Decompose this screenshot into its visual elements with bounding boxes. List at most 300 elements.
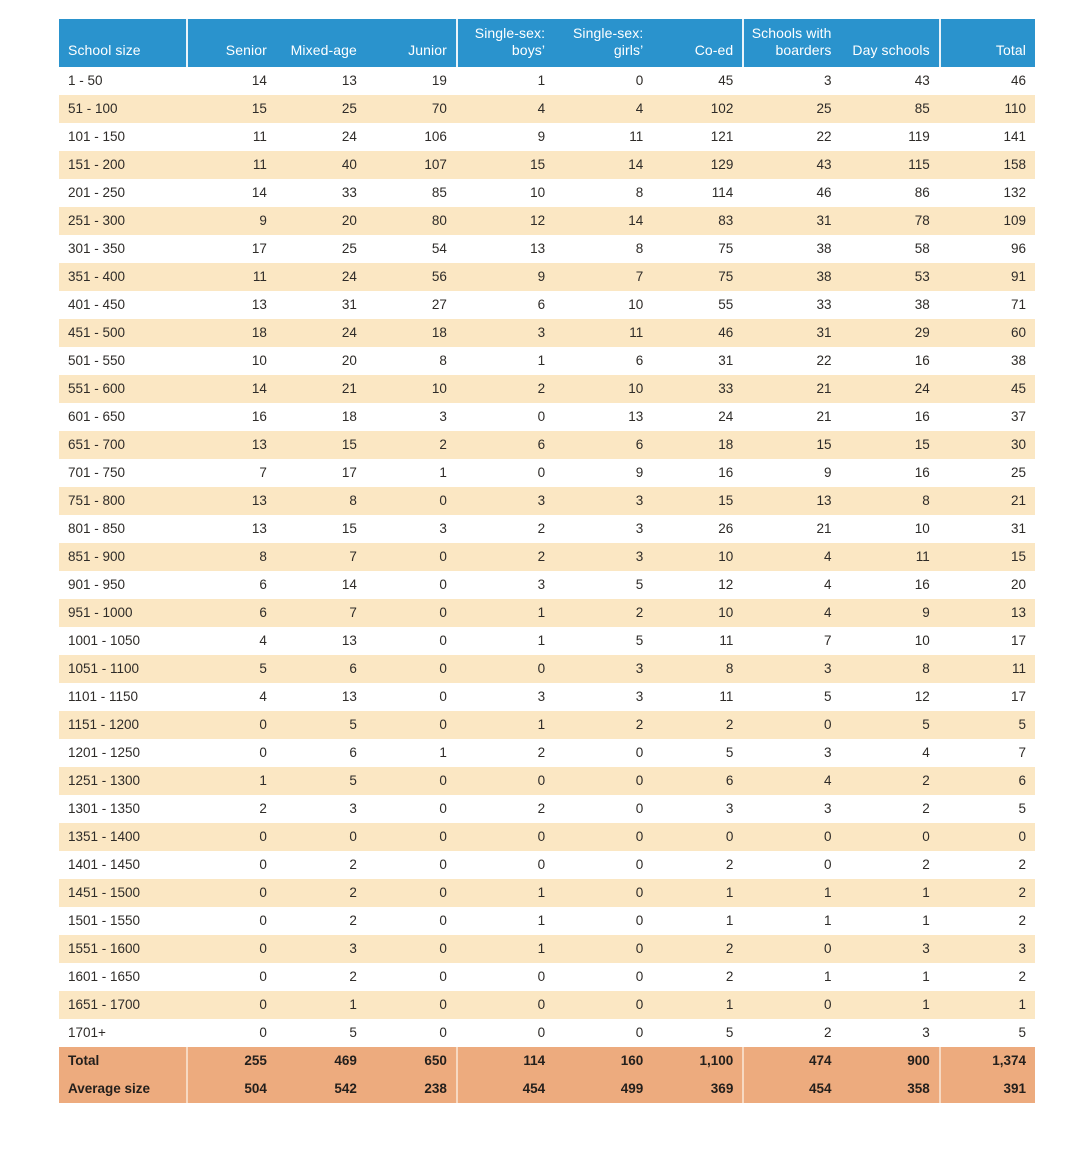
cell-total: 0 xyxy=(939,823,1035,851)
footer-cell-day: 358 xyxy=(841,1075,939,1103)
cell-girls: 0 xyxy=(554,767,652,795)
row-label-school-size: 1251 - 1300 xyxy=(59,767,186,795)
cell-coed: 75 xyxy=(652,235,742,263)
row-label-school-size: 1501 - 1550 xyxy=(59,907,186,935)
cell-total: 2 xyxy=(939,851,1035,879)
cell-boys: 2 xyxy=(456,375,554,403)
footer-cell-total: 391 xyxy=(939,1075,1035,1103)
cell-coed: 46 xyxy=(652,319,742,347)
row-label-school-size: 1001 - 1050 xyxy=(59,627,186,655)
cell-day: 16 xyxy=(841,347,939,375)
cell-senior: 16 xyxy=(186,403,276,431)
column-header-mixed[interactable]: Mixed-age xyxy=(276,19,366,67)
cell-boys: 12 xyxy=(456,207,554,235)
cell-senior: 0 xyxy=(186,851,276,879)
cell-girls: 2 xyxy=(554,599,652,627)
row-label-school-size: 251 - 300 xyxy=(59,207,186,235)
cell-coed: 18 xyxy=(652,431,742,459)
cell-boarders: 22 xyxy=(742,347,840,375)
cell-boarders: 3 xyxy=(742,67,840,95)
cell-senior: 15 xyxy=(186,95,276,123)
cell-girls: 7 xyxy=(554,263,652,291)
cell-day: 5 xyxy=(841,711,939,739)
cell-coed: 5 xyxy=(652,1019,742,1047)
cell-boarders: 1 xyxy=(742,907,840,935)
cell-coed: 33 xyxy=(652,375,742,403)
cell-day: 16 xyxy=(841,403,939,431)
cell-coed: 5 xyxy=(652,739,742,767)
cell-junior: 0 xyxy=(366,543,456,571)
cell-senior: 4 xyxy=(186,683,276,711)
cell-day: 119 xyxy=(841,123,939,151)
cell-mixed: 5 xyxy=(276,1019,366,1047)
column-header-day[interactable]: Day schools xyxy=(841,19,939,67)
cell-girls: 0 xyxy=(554,935,652,963)
cell-senior: 13 xyxy=(186,431,276,459)
cell-boys: 1 xyxy=(456,711,554,739)
cell-total: 60 xyxy=(939,319,1035,347)
cell-girls: 9 xyxy=(554,459,652,487)
table-row xyxy=(59,767,1035,795)
cell-coed: 2 xyxy=(652,963,742,991)
table-row xyxy=(59,263,1035,291)
row-label-school-size: 1351 - 1400 xyxy=(59,823,186,851)
cell-coed: 11 xyxy=(652,683,742,711)
cell-boarders: 3 xyxy=(742,655,840,683)
cell-mixed: 7 xyxy=(276,543,366,571)
table-row xyxy=(59,235,1035,263)
cell-senior: 11 xyxy=(186,263,276,291)
cell-total: 20 xyxy=(939,571,1035,599)
cell-boarders: 31 xyxy=(742,207,840,235)
cell-coed: 26 xyxy=(652,515,742,543)
cell-boarders: 43 xyxy=(742,151,840,179)
cell-coed: 1 xyxy=(652,991,742,1019)
cell-girls: 3 xyxy=(554,515,652,543)
cell-junior: 18 xyxy=(366,319,456,347)
cell-total: 13 xyxy=(939,599,1035,627)
table-row xyxy=(59,543,1035,571)
cell-boarders: 4 xyxy=(742,599,840,627)
cell-boys: 13 xyxy=(456,235,554,263)
cell-junior: 3 xyxy=(366,403,456,431)
cell-day: 2 xyxy=(841,851,939,879)
cell-junior: 0 xyxy=(366,599,456,627)
cell-total: 71 xyxy=(939,291,1035,319)
cell-total: 11 xyxy=(939,655,1035,683)
column-header-boys[interactable]: Single-sex: boys’ xyxy=(456,19,554,67)
cell-junior: 19 xyxy=(366,67,456,95)
cell-mixed: 13 xyxy=(276,683,366,711)
cell-coed: 55 xyxy=(652,291,742,319)
table-row xyxy=(59,459,1035,487)
cell-total: 91 xyxy=(939,263,1035,291)
table-header xyxy=(59,19,1035,67)
cell-mixed: 3 xyxy=(276,795,366,823)
cell-junior: 0 xyxy=(366,571,456,599)
cell-boys: 0 xyxy=(456,403,554,431)
cell-coed: 12 xyxy=(652,571,742,599)
cell-coed: 6 xyxy=(652,767,742,795)
cell-boarders: 21 xyxy=(742,403,840,431)
cell-senior: 13 xyxy=(186,487,276,515)
cell-mixed: 20 xyxy=(276,347,366,375)
cell-boys: 6 xyxy=(456,291,554,319)
cell-mixed: 17 xyxy=(276,459,366,487)
cell-girls: 8 xyxy=(554,179,652,207)
cell-boarders: 1 xyxy=(742,879,840,907)
cell-coed: 15 xyxy=(652,487,742,515)
header-row xyxy=(59,19,1035,67)
cell-boarders: 38 xyxy=(742,235,840,263)
column-header-junior[interactable]: Junior xyxy=(366,19,456,67)
cell-boarders: 13 xyxy=(742,487,840,515)
cell-junior: 27 xyxy=(366,291,456,319)
table-body xyxy=(59,67,1035,1047)
cell-boarders: 31 xyxy=(742,319,840,347)
row-label-school-size: 1551 - 1600 xyxy=(59,935,186,963)
cell-mixed: 20 xyxy=(276,207,366,235)
cell-girls: 10 xyxy=(554,375,652,403)
cell-senior: 0 xyxy=(186,935,276,963)
row-label-school-size: 551 - 600 xyxy=(59,375,186,403)
cell-boys: 6 xyxy=(456,431,554,459)
cell-girls: 6 xyxy=(554,431,652,459)
cell-boarders: 33 xyxy=(742,291,840,319)
row-label-school-size: 1651 - 1700 xyxy=(59,991,186,1019)
cell-senior: 14 xyxy=(186,179,276,207)
cell-mixed: 24 xyxy=(276,123,366,151)
cell-girls: 5 xyxy=(554,627,652,655)
cell-coed: 2 xyxy=(652,851,742,879)
cell-mixed: 2 xyxy=(276,907,366,935)
cell-boarders: 0 xyxy=(742,935,840,963)
row-label-school-size: 1051 - 1100 xyxy=(59,655,186,683)
cell-boys: 15 xyxy=(456,151,554,179)
footer-cell-boys: 114 xyxy=(456,1047,554,1075)
cell-girls: 0 xyxy=(554,1019,652,1047)
cell-coed: 2 xyxy=(652,711,742,739)
cell-total: 132 xyxy=(939,179,1035,207)
cell-total: 2 xyxy=(939,963,1035,991)
cell-girls: 10 xyxy=(554,291,652,319)
cell-senior: 13 xyxy=(186,515,276,543)
cell-junior: 0 xyxy=(366,991,456,1019)
cell-total: 30 xyxy=(939,431,1035,459)
cell-senior: 11 xyxy=(186,123,276,151)
cell-mixed: 15 xyxy=(276,515,366,543)
cell-coed: 102 xyxy=(652,95,742,123)
column-header-senior[interactable]: Senior xyxy=(186,19,276,67)
table-row xyxy=(59,347,1035,375)
cell-girls: 0 xyxy=(554,739,652,767)
table-row xyxy=(59,95,1035,123)
footer-label: Total xyxy=(59,1047,186,1075)
cell-total: 21 xyxy=(939,487,1035,515)
cell-junior: 0 xyxy=(366,767,456,795)
cell-junior: 0 xyxy=(366,487,456,515)
cell-coed: 31 xyxy=(652,347,742,375)
cell-junior: 54 xyxy=(366,235,456,263)
cell-total: 25 xyxy=(939,459,1035,487)
table-footer xyxy=(59,1047,1035,1103)
footer-cell-girls: 499 xyxy=(554,1075,652,1103)
cell-day: 1 xyxy=(841,991,939,1019)
cell-boarders: 5 xyxy=(742,683,840,711)
cell-boys: 1 xyxy=(456,67,554,95)
cell-boys: 0 xyxy=(456,851,554,879)
cell-total: 110 xyxy=(939,95,1035,123)
cell-boarders: 21 xyxy=(742,375,840,403)
cell-mixed: 18 xyxy=(276,403,366,431)
cell-girls: 0 xyxy=(554,963,652,991)
cell-girls: 0 xyxy=(554,907,652,935)
cell-total: 5 xyxy=(939,795,1035,823)
footer-cell-boarders: 454 xyxy=(742,1075,840,1103)
cell-senior: 14 xyxy=(186,375,276,403)
cell-day: 3 xyxy=(841,935,939,963)
cell-boys: 0 xyxy=(456,655,554,683)
cell-mixed: 14 xyxy=(276,571,366,599)
row-label-school-size: 301 - 350 xyxy=(59,235,186,263)
column-header-girls[interactable]: Single-sex: girls’ xyxy=(554,19,652,67)
column-header-coed[interactable]: Co-ed xyxy=(652,19,742,67)
cell-girls: 14 xyxy=(554,207,652,235)
cell-senior: 0 xyxy=(186,879,276,907)
table-row xyxy=(59,431,1035,459)
cell-boys: 0 xyxy=(456,823,554,851)
cell-total: 15 xyxy=(939,543,1035,571)
cell-junior: 0 xyxy=(366,683,456,711)
cell-girls: 5 xyxy=(554,571,652,599)
cell-mixed: 24 xyxy=(276,319,366,347)
table-row xyxy=(59,151,1035,179)
footer-cell-day: 900 xyxy=(841,1047,939,1075)
table-row xyxy=(59,1019,1035,1047)
cell-junior: 1 xyxy=(366,739,456,767)
cell-senior: 0 xyxy=(186,991,276,1019)
cell-girls: 0 xyxy=(554,879,652,907)
cell-total: 158 xyxy=(939,151,1035,179)
cell-junior: 2 xyxy=(366,431,456,459)
cell-day: 115 xyxy=(841,151,939,179)
cell-boys: 9 xyxy=(456,123,554,151)
cell-junior: 10 xyxy=(366,375,456,403)
cell-boys: 3 xyxy=(456,683,554,711)
cell-junior: 56 xyxy=(366,263,456,291)
cell-girls: 3 xyxy=(554,543,652,571)
table-row xyxy=(59,571,1035,599)
cell-coed: 10 xyxy=(652,599,742,627)
table-row xyxy=(59,935,1035,963)
cell-boys: 0 xyxy=(456,767,554,795)
cell-day: 8 xyxy=(841,655,939,683)
cell-day: 15 xyxy=(841,431,939,459)
cell-total: 5 xyxy=(939,711,1035,739)
cell-day: 16 xyxy=(841,571,939,599)
cell-mixed: 13 xyxy=(276,67,366,95)
cell-boarders: 15 xyxy=(742,431,840,459)
cell-day: 1 xyxy=(841,907,939,935)
footer-cell-mixed: 469 xyxy=(276,1047,366,1075)
cell-mixed: 5 xyxy=(276,711,366,739)
row-label-school-size: 51 - 100 xyxy=(59,95,186,123)
cell-mixed: 7 xyxy=(276,599,366,627)
cell-boarders: 7 xyxy=(742,627,840,655)
cell-girls: 0 xyxy=(554,795,652,823)
cell-junior: 80 xyxy=(366,207,456,235)
cell-senior: 4 xyxy=(186,627,276,655)
cell-junior: 0 xyxy=(366,627,456,655)
cell-boys: 9 xyxy=(456,263,554,291)
table-row xyxy=(59,599,1035,627)
row-label-school-size: 951 - 1000 xyxy=(59,599,186,627)
row-label-school-size: 1301 - 1350 xyxy=(59,795,186,823)
cell-mixed: 40 xyxy=(276,151,366,179)
cell-junior: 0 xyxy=(366,879,456,907)
cell-mixed: 21 xyxy=(276,375,366,403)
table-row xyxy=(59,963,1035,991)
cell-junior: 0 xyxy=(366,711,456,739)
row-label-school-size: 451 - 500 xyxy=(59,319,186,347)
cell-coed: 45 xyxy=(652,67,742,95)
row-label-school-size: 401 - 450 xyxy=(59,291,186,319)
cell-boys: 3 xyxy=(456,319,554,347)
row-label-school-size: 1701+ xyxy=(59,1019,186,1047)
cell-girls: 14 xyxy=(554,151,652,179)
cell-mixed: 2 xyxy=(276,963,366,991)
cell-boys: 1 xyxy=(456,879,554,907)
column-header-boarders[interactable]: Schools with boarders xyxy=(742,19,840,67)
cell-mixed: 5 xyxy=(276,767,366,795)
cell-mixed: 0 xyxy=(276,823,366,851)
table-row xyxy=(59,179,1035,207)
cell-boarders: 25 xyxy=(742,95,840,123)
cell-day: 85 xyxy=(841,95,939,123)
cell-senior: 7 xyxy=(186,459,276,487)
row-label-school-size: 151 - 200 xyxy=(59,151,186,179)
cell-girls: 13 xyxy=(554,403,652,431)
cell-senior: 11 xyxy=(186,151,276,179)
cell-coed: 1 xyxy=(652,879,742,907)
table-row xyxy=(59,403,1035,431)
table-row xyxy=(59,515,1035,543)
cell-boys: 0 xyxy=(456,963,554,991)
cell-boarders: 0 xyxy=(742,711,840,739)
row-label-school-size: 351 - 400 xyxy=(59,263,186,291)
cell-day: 9 xyxy=(841,599,939,627)
cell-day: 11 xyxy=(841,543,939,571)
table-row xyxy=(59,375,1035,403)
table-row xyxy=(59,795,1035,823)
cell-boarders: 21 xyxy=(742,515,840,543)
table-row xyxy=(59,879,1035,907)
cell-day: 29 xyxy=(841,319,939,347)
cell-junior: 8 xyxy=(366,347,456,375)
cell-mixed: 6 xyxy=(276,655,366,683)
cell-senior: 14 xyxy=(186,67,276,95)
school-size-table xyxy=(59,19,1035,1103)
cell-senior: 0 xyxy=(186,963,276,991)
cell-mixed: 8 xyxy=(276,487,366,515)
cell-boys: 4 xyxy=(456,95,554,123)
row-label-school-size: 751 - 800 xyxy=(59,487,186,515)
cell-boarders: 3 xyxy=(742,739,840,767)
cell-junior: 0 xyxy=(366,935,456,963)
cell-total: 141 xyxy=(939,123,1035,151)
row-label-school-size: 651 - 700 xyxy=(59,431,186,459)
cell-day: 43 xyxy=(841,67,939,95)
table-row xyxy=(59,907,1035,935)
cell-girls: 3 xyxy=(554,487,652,515)
cell-day: 0 xyxy=(841,823,939,851)
cell-boys: 2 xyxy=(456,739,554,767)
cell-day: 3 xyxy=(841,1019,939,1047)
cell-mixed: 2 xyxy=(276,879,366,907)
cell-total: 109 xyxy=(939,207,1035,235)
footer-row xyxy=(59,1047,1035,1075)
row-label-school-size: 1401 - 1450 xyxy=(59,851,186,879)
footer-cell-junior: 238 xyxy=(366,1075,456,1103)
cell-mixed: 2 xyxy=(276,851,366,879)
cell-boys: 3 xyxy=(456,487,554,515)
footer-cell-mixed: 542 xyxy=(276,1075,366,1103)
row-label-school-size: 701 - 750 xyxy=(59,459,186,487)
cell-day: 38 xyxy=(841,291,939,319)
cell-girls: 2 xyxy=(554,711,652,739)
table-row xyxy=(59,291,1035,319)
row-label-school-size: 901 - 950 xyxy=(59,571,186,599)
cell-coed: 16 xyxy=(652,459,742,487)
row-label-school-size: 201 - 250 xyxy=(59,179,186,207)
table-row xyxy=(59,67,1035,95)
cell-mixed: 31 xyxy=(276,291,366,319)
cell-girls: 11 xyxy=(554,319,652,347)
column-header-size[interactable]: School size xyxy=(59,19,186,67)
cell-coed: 11 xyxy=(652,627,742,655)
column-header-total[interactable]: Total xyxy=(939,19,1035,67)
cell-day: 86 xyxy=(841,179,939,207)
cell-coed: 129 xyxy=(652,151,742,179)
footer-cell-coed: 369 xyxy=(652,1075,742,1103)
cell-coed: 2 xyxy=(652,935,742,963)
table-row xyxy=(59,207,1035,235)
cell-junior: 0 xyxy=(366,655,456,683)
cell-boys: 0 xyxy=(456,459,554,487)
cell-senior: 6 xyxy=(186,599,276,627)
cell-boys: 1 xyxy=(456,347,554,375)
footer-cell-coed: 1,100 xyxy=(652,1047,742,1075)
cell-day: 53 xyxy=(841,263,939,291)
row-label-school-size: 1151 - 1200 xyxy=(59,711,186,739)
cell-senior: 0 xyxy=(186,907,276,935)
cell-girls: 0 xyxy=(554,67,652,95)
cell-boarders: 4 xyxy=(742,571,840,599)
cell-junior: 3 xyxy=(366,515,456,543)
cell-junior: 0 xyxy=(366,907,456,935)
cell-senior: 0 xyxy=(186,823,276,851)
cell-senior: 0 xyxy=(186,711,276,739)
cell-senior: 10 xyxy=(186,347,276,375)
cell-boys: 3 xyxy=(456,571,554,599)
cell-mixed: 33 xyxy=(276,179,366,207)
cell-senior: 2 xyxy=(186,795,276,823)
cell-day: 16 xyxy=(841,459,939,487)
cell-boys: 1 xyxy=(456,627,554,655)
cell-girls: 8 xyxy=(554,235,652,263)
cell-junior: 0 xyxy=(366,963,456,991)
cell-junior: 85 xyxy=(366,179,456,207)
